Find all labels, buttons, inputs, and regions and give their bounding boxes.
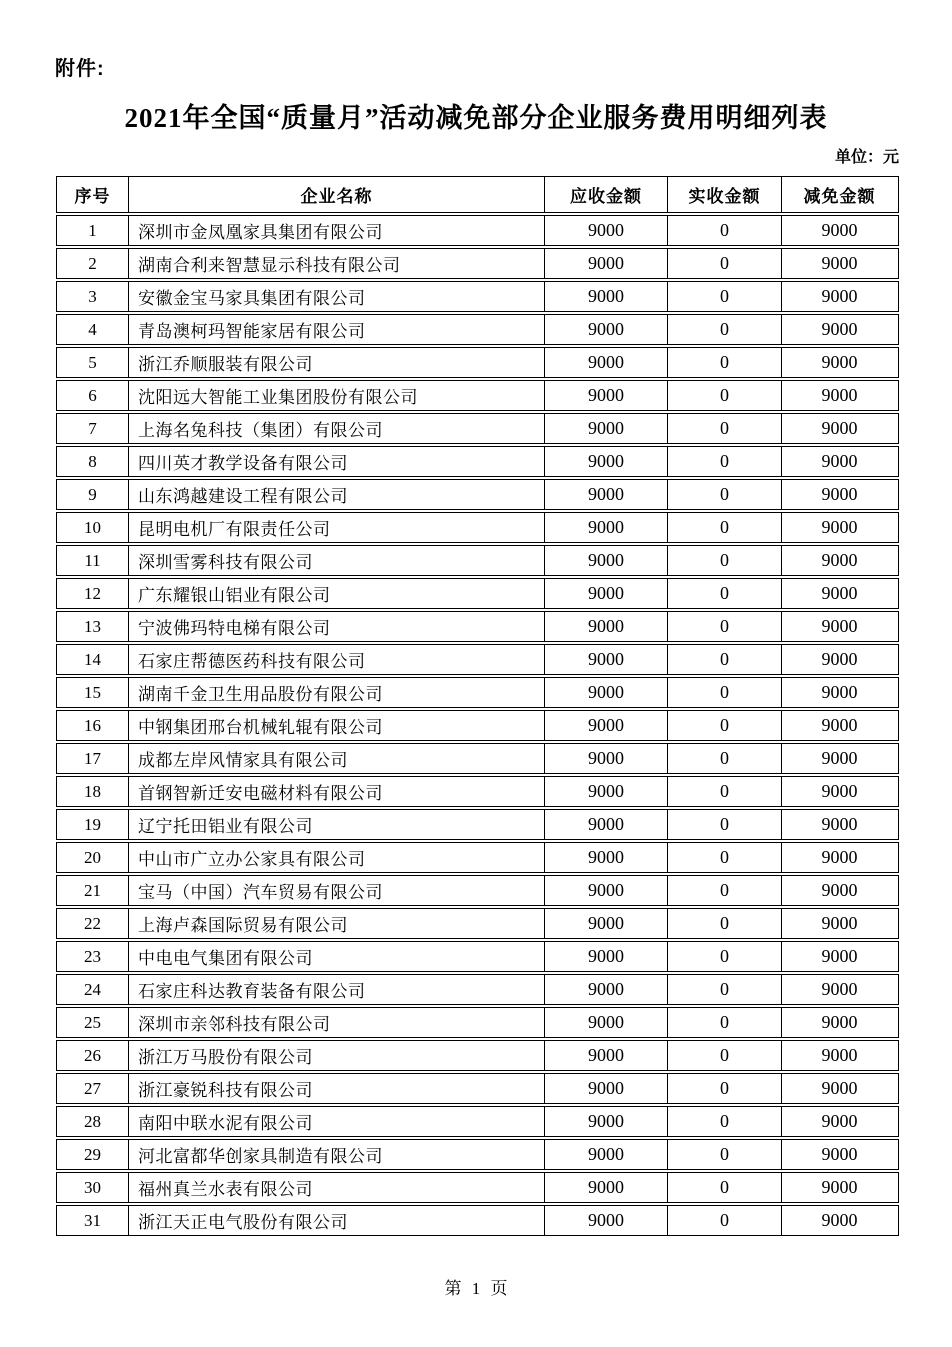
cell-reduced-amount: 9000 <box>821 484 858 504</box>
cell-reduced-amount: 9000 <box>821 583 858 603</box>
cell-receivable-amount: 9000 <box>545 513 668 542</box>
table-row <box>56 215 899 246</box>
cell-receivable-amount: 9000 <box>545 1008 668 1037</box>
table-row <box>56 842 899 873</box>
cell-company-name: 福州真兰水表有限公司 <box>129 1173 545 1202</box>
cell-reduced-amount: 9000 <box>821 286 858 306</box>
cell-received-amount: 0 <box>668 249 782 278</box>
table-row <box>56 809 899 840</box>
cell-reduced-amount: 9000 <box>821 913 858 933</box>
cell-received-amount: 0 <box>668 777 782 806</box>
unit-label: 单位：元 <box>834 149 899 166</box>
cell-serial-number: 16 <box>57 711 129 740</box>
cell-company-name: 宝马（中国）汽车贸易有限公司 <box>129 876 545 905</box>
cell-reduced-amount: 9000 <box>821 1012 858 1032</box>
cell-received-amount: 0 <box>668 645 782 674</box>
cell-receivable-amount: 9000 <box>545 282 668 311</box>
cell-company-name: 辽宁托田铝业有限公司 <box>129 810 545 839</box>
cell-reduced-amount: 9000 <box>821 385 858 405</box>
cell-company-name: 首钢智新迁安电磁材料有限公司 <box>129 777 545 806</box>
cell-received-amount: 0 <box>668 216 782 245</box>
attachment-label: 附件: <box>55 58 105 80</box>
cell-serial-number: 31 <box>57 1206 129 1235</box>
header-receivable-amount: 应收金额 <box>545 177 668 212</box>
cell-received-amount: 0 <box>668 1008 782 1037</box>
table-row <box>56 875 899 906</box>
cell-company-name: 石家庄科达教育装备有限公司 <box>129 975 545 1004</box>
cell-reduced-amount: 9000 <box>821 1078 858 1098</box>
cell-receivable-amount: 9000 <box>545 216 668 245</box>
fee-detail-table <box>56 176 899 1238</box>
cell-serial-number: 21 <box>57 876 129 905</box>
cell-serial-number: 23 <box>57 942 129 971</box>
cell-receivable-amount: 9000 <box>545 843 668 872</box>
cell-reduced-amount: 9000 <box>821 1045 858 1065</box>
cell-receivable-amount: 9000 <box>545 876 668 905</box>
cell-receivable-amount: 9000 <box>545 348 668 377</box>
cell-received-amount: 0 <box>668 678 782 707</box>
table-row <box>56 1205 899 1236</box>
cell-company-name: 湖南千金卫生用品股份有限公司 <box>129 678 545 707</box>
header-reduced-amount: 减免金额 <box>803 187 876 206</box>
cell-reduced-amount: 9000 <box>821 319 858 339</box>
cell-company-name: 中山市广立办公家具有限公司 <box>129 843 545 872</box>
cell-reduced-amount: 9000 <box>821 649 858 669</box>
cell-serial-number: 14 <box>57 645 129 674</box>
cell-received-amount: 0 <box>668 579 782 608</box>
cell-receivable-amount: 9000 <box>545 942 668 971</box>
table-row <box>56 578 899 609</box>
cell-receivable-amount: 9000 <box>545 975 668 1004</box>
cell-receivable-amount: 9000 <box>545 777 668 806</box>
cell-received-amount: 0 <box>668 414 782 443</box>
cell-received-amount: 0 <box>668 546 782 575</box>
cell-serial-number: 10 <box>57 513 129 542</box>
cell-serial-number: 18 <box>57 777 129 806</box>
cell-received-amount: 0 <box>668 1041 782 1070</box>
cell-serial-number: 12 <box>57 579 129 608</box>
cell-receivable-amount: 9000 <box>545 645 668 674</box>
cell-received-amount: 0 <box>668 744 782 773</box>
cell-serial-number: 2 <box>57 249 129 278</box>
cell-reduced-amount: 9000 <box>821 748 858 768</box>
cell-company-name: 深圳市金凤凰家具集团有限公司 <box>129 216 545 245</box>
cell-receivable-amount: 9000 <box>545 1173 668 1202</box>
cell-company-name: 广东耀银山铝业有限公司 <box>129 579 545 608</box>
cell-reduced-amount: 9000 <box>821 847 858 867</box>
cell-received-amount: 0 <box>668 1107 782 1136</box>
table-row <box>56 644 899 675</box>
cell-company-name: 山东鸿越建设工程有限公司 <box>129 480 545 509</box>
cell-serial-number: 8 <box>57 447 129 476</box>
table-row <box>56 380 899 411</box>
table-row <box>56 512 899 543</box>
cell-serial-number: 17 <box>57 744 129 773</box>
cell-received-amount: 0 <box>668 381 782 410</box>
cell-reduced-amount: 9000 <box>821 517 858 537</box>
cell-company-name: 浙江天正电气股份有限公司 <box>129 1206 545 1235</box>
cell-company-name: 昆明电机厂有限责任公司 <box>129 513 545 542</box>
table-row <box>56 446 899 477</box>
cell-receivable-amount: 9000 <box>545 1041 668 1070</box>
table-row <box>56 776 899 807</box>
cell-receivable-amount: 9000 <box>545 1107 668 1136</box>
cell-received-amount: 0 <box>668 909 782 938</box>
table-row <box>56 479 899 510</box>
cell-received-amount: 0 <box>668 711 782 740</box>
cell-serial-number: 6 <box>57 381 129 410</box>
cell-serial-number: 13 <box>57 612 129 641</box>
table-row <box>56 1073 899 1104</box>
cell-received-amount: 0 <box>668 282 782 311</box>
cell-receivable-amount: 9000 <box>545 711 668 740</box>
cell-received-amount: 0 <box>668 876 782 905</box>
cell-receivable-amount: 9000 <box>545 249 668 278</box>
cell-reduced-amount: 9000 <box>821 352 858 372</box>
cell-received-amount: 0 <box>668 315 782 344</box>
cell-reduced-amount: 9000 <box>821 715 858 735</box>
cell-reduced-amount: 9000 <box>821 1144 858 1164</box>
cell-reduced-amount: 9000 <box>821 1177 858 1197</box>
cell-serial-number: 11 <box>57 546 129 575</box>
cell-reduced-amount: 9000 <box>821 814 858 834</box>
cell-receivable-amount: 9000 <box>545 1140 668 1169</box>
cell-serial-number: 3 <box>57 282 129 311</box>
cell-company-name: 中钢集团邢台机械轧辊有限公司 <box>129 711 545 740</box>
cell-reduced-amount: 9000 <box>821 418 858 438</box>
cell-company-name: 青岛澳柯玛智能家居有限公司 <box>129 315 545 344</box>
cell-reduced-amount: 9000 <box>821 550 858 570</box>
cell-receivable-amount: 9000 <box>545 315 668 344</box>
cell-company-name: 沈阳远大智能工业集团股份有限公司 <box>129 381 545 410</box>
table-row <box>56 1139 899 1170</box>
cell-reduced-amount: 9000 <box>821 1210 858 1230</box>
cell-receivable-amount: 9000 <box>545 1074 668 1103</box>
cell-receivable-amount: 9000 <box>545 612 668 641</box>
cell-receivable-amount: 9000 <box>545 909 668 938</box>
table-row <box>56 1172 899 1203</box>
cell-received-amount: 0 <box>668 513 782 542</box>
cell-received-amount: 0 <box>668 942 782 971</box>
cell-reduced-amount: 9000 <box>821 946 858 966</box>
cell-received-amount: 0 <box>668 480 782 509</box>
table-row <box>56 1040 899 1071</box>
cell-receivable-amount: 9000 <box>545 546 668 575</box>
table-row <box>56 281 899 312</box>
cell-reduced-amount: 9000 <box>821 781 858 801</box>
header-serial-number: 序号 <box>57 177 129 212</box>
cell-company-name: 浙江乔顺服装有限公司 <box>129 348 545 377</box>
cell-company-name: 南阳中联水泥有限公司 <box>129 1107 545 1136</box>
cell-received-amount: 0 <box>668 1206 782 1235</box>
cell-serial-number: 4 <box>57 315 129 344</box>
cell-serial-number: 30 <box>57 1173 129 1202</box>
cell-serial-number: 25 <box>57 1008 129 1037</box>
table-row <box>56 941 899 972</box>
cell-reduced-amount: 9000 <box>821 880 858 900</box>
cell-company-name: 浙江万马股份有限公司 <box>129 1041 545 1070</box>
cell-received-amount: 0 <box>668 447 782 476</box>
cell-company-name: 深圳雪雾科技有限公司 <box>129 546 545 575</box>
cell-serial-number: 15 <box>57 678 129 707</box>
cell-received-amount: 0 <box>668 810 782 839</box>
cell-received-amount: 0 <box>668 612 782 641</box>
cell-company-name: 河北富都华创家具制造有限公司 <box>129 1140 545 1169</box>
cell-receivable-amount: 9000 <box>545 414 668 443</box>
cell-company-name: 四川英才教学设备有限公司 <box>129 447 545 476</box>
table-row <box>56 710 899 741</box>
cell-reduced-amount: 9000 <box>821 253 858 273</box>
cell-receivable-amount: 9000 <box>545 381 668 410</box>
cell-serial-number: 26 <box>57 1041 129 1070</box>
cell-serial-number: 24 <box>57 975 129 1004</box>
cell-received-amount: 0 <box>668 1173 782 1202</box>
table-row <box>56 611 899 642</box>
cell-company-name: 中电电气集团有限公司 <box>129 942 545 971</box>
cell-serial-number: 20 <box>57 843 129 872</box>
table-row <box>56 1007 899 1038</box>
cell-receivable-amount: 9000 <box>545 678 668 707</box>
cell-serial-number: 1 <box>57 216 129 245</box>
cell-reduced-amount: 9000 <box>821 1111 858 1131</box>
header-company-name: 企业名称 <box>129 177 545 212</box>
cell-serial-number: 27 <box>57 1074 129 1103</box>
cell-receivable-amount: 9000 <box>545 1206 668 1235</box>
cell-serial-number: 5 <box>57 348 129 377</box>
table-row <box>56 1106 899 1137</box>
table-row <box>56 974 899 1005</box>
cell-company-name: 石家庄帮德医药科技有限公司 <box>129 645 545 674</box>
cell-company-name: 浙江豪锐科技有限公司 <box>129 1074 545 1103</box>
cell-receivable-amount: 9000 <box>545 480 668 509</box>
cell-reduced-amount: 9000 <box>821 451 858 471</box>
cell-serial-number: 29 <box>57 1140 129 1169</box>
cell-company-name: 深圳市亲邻科技有限公司 <box>129 1008 545 1037</box>
cell-serial-number: 22 <box>57 909 129 938</box>
cell-reduced-amount: 9000 <box>821 220 858 240</box>
cell-serial-number: 28 <box>57 1107 129 1136</box>
cell-serial-number: 9 <box>57 480 129 509</box>
table-row <box>56 677 899 708</box>
cell-company-name: 安徽金宝马家具集团有限公司 <box>129 282 545 311</box>
cell-received-amount: 0 <box>668 1140 782 1169</box>
header-received-amount: 实收金额 <box>668 177 782 212</box>
cell-receivable-amount: 9000 <box>545 810 668 839</box>
cell-receivable-amount: 9000 <box>545 744 668 773</box>
cell-company-name: 上海卢森国际贸易有限公司 <box>129 909 545 938</box>
cell-company-name: 上海名兔科技（集团）有限公司 <box>129 414 545 443</box>
cell-serial-number: 7 <box>57 414 129 443</box>
cell-company-name: 宁波佛玛特电梯有限公司 <box>129 612 545 641</box>
table-row <box>56 908 899 939</box>
table-row <box>56 743 899 774</box>
table-row <box>56 413 899 444</box>
cell-reduced-amount: 9000 <box>821 682 858 702</box>
cell-reduced-amount: 9000 <box>821 616 858 636</box>
table-row <box>56 314 899 345</box>
table-row <box>56 545 899 576</box>
cell-company-name: 成都左岸风情家具有限公司 <box>129 744 545 773</box>
cell-serial-number: 19 <box>57 810 129 839</box>
table-row <box>56 347 899 378</box>
cell-received-amount: 0 <box>668 843 782 872</box>
cell-receivable-amount: 9000 <box>545 579 668 608</box>
cell-receivable-amount: 9000 <box>545 447 668 476</box>
cell-company-name: 湖南合利来智慧显示科技有限公司 <box>129 249 545 278</box>
cell-received-amount: 0 <box>668 975 782 1004</box>
document-title: 2021年全国“质量月”活动减免部分企业服务费用明细列表 <box>124 103 828 133</box>
cell-reduced-amount: 9000 <box>821 979 858 999</box>
cell-received-amount: 0 <box>668 1074 782 1103</box>
cell-received-amount: 0 <box>668 348 782 377</box>
page-number: 第 1 页 <box>444 1279 508 1298</box>
table-header-row <box>56 176 899 213</box>
table-row <box>56 248 899 279</box>
